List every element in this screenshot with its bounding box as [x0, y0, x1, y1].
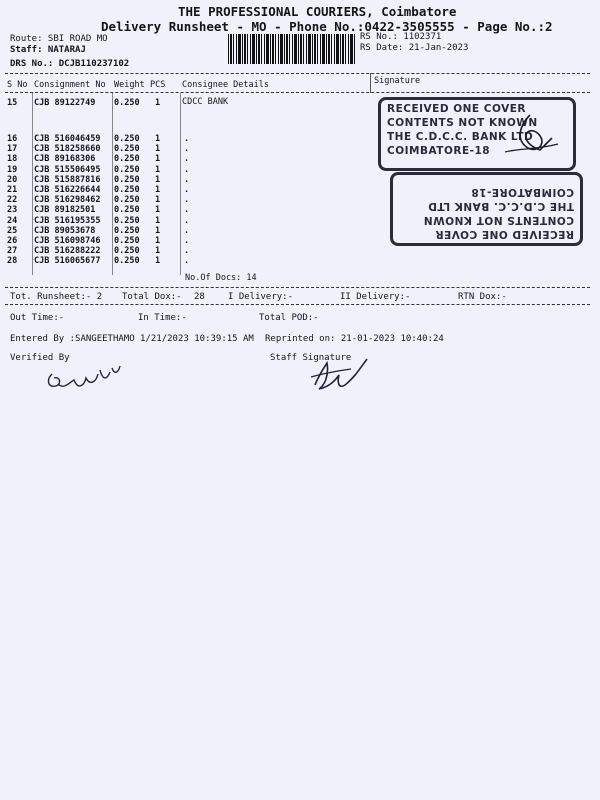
row-consignee: . — [184, 174, 190, 185]
stamp-signature — [500, 110, 560, 160]
entered-by: Entered By :SANGEETHAMO 1/21/2023 10:39:15 AM — [10, 334, 254, 344]
row-pcs: 1 — [155, 246, 161, 257]
col-signature: Signature — [374, 76, 421, 86]
row-consignment: CJB 89122749 — [34, 98, 96, 108]
staff-signature-label: Staff Signature — [270, 353, 352, 363]
staff-label: Staff: NATARAJ — [10, 45, 86, 55]
signature-divider — [370, 73, 371, 93]
row-sno: 22 — [7, 195, 18, 206]
row-consignee: . — [184, 246, 190, 257]
row-pcs: 1 — [155, 154, 161, 165]
col-line — [112, 93, 113, 275]
i-delivery: I Delivery:- — [228, 292, 294, 302]
row-consignment: CJB 516195355 — [34, 215, 101, 226]
row-weight: 0.250 — [114, 205, 140, 216]
row-consignment: CJB 516065677 — [34, 256, 101, 267]
drs-number: DRS No.: DCJB110237102 — [10, 59, 130, 69]
total-pod: Total POD:- — [259, 313, 319, 323]
row-pcs: 1 — [155, 174, 161, 185]
row-weight: 0.250 — [114, 236, 140, 246]
row-pcs: 1 — [155, 205, 161, 216]
staff-signature — [305, 355, 375, 395]
runsheet-subtitle: Delivery Runsheet - MO - Phone No.:0422-3505555 - Page No.:2 — [101, 19, 553, 34]
row-sno: 24 — [7, 215, 18, 226]
row-consignee: . — [184, 215, 190, 226]
row-pcs: 1 — [155, 195, 161, 206]
row-consignment: CJB 515506495 — [34, 164, 101, 175]
verifier-signature — [40, 360, 130, 400]
row-weight: 0.250 — [114, 185, 140, 195]
stamp-line: THE C.D.C.C. BANK LTD — [427, 200, 574, 212]
row-pcs: 1 — [155, 185, 161, 195]
stamp-line: CONTENTS NOT KNOWN — [423, 214, 574, 226]
col-pcs: PCS — [150, 80, 166, 90]
col-weight: Weight — [114, 80, 145, 90]
row-weight: 0.250 — [114, 225, 140, 236]
stamp-line: THE C.D.C.C. BANK LTD — [387, 131, 534, 143]
row-consignee: . — [184, 164, 190, 175]
tot-runsheet: Tot. Runsheet:- 2 — [10, 292, 103, 302]
row-sno: 26 — [7, 236, 18, 246]
in-time: In Time:- — [138, 313, 187, 323]
stamp-line: RECEIVED ONE COVER — [435, 228, 574, 240]
stamp-line: RECEIVED ONE COVER — [387, 103, 526, 115]
row-consignee: . — [184, 236, 190, 246]
row-pcs: 1 — [155, 225, 161, 236]
rs-number: RS No.: 1102371 — [360, 32, 442, 42]
ii-delivery: II Delivery:- — [340, 292, 411, 302]
row-sno: 21 — [7, 185, 18, 195]
reprinted-on: Reprinted on: 21-01-2023 10:40:24 — [265, 334, 444, 344]
row-consignment: CJB 515887816 — [34, 174, 101, 185]
row-sno: 25 — [7, 225, 18, 236]
row-sno: 27 — [7, 246, 18, 257]
barcode-image — [228, 34, 356, 64]
no-of-docs: No.Of Docs: 14 — [185, 273, 257, 283]
row-pcs: 1 — [155, 144, 161, 155]
row-sno: 16 — [7, 134, 18, 144]
row-consignment: CJB 516098746 — [34, 236, 101, 246]
out-time: Out Time:- — [10, 313, 65, 323]
row-weight: 0.250 — [114, 154, 140, 165]
received-stamp-inverted — [390, 172, 583, 246]
row-weight: 0.250 — [114, 144, 140, 155]
table-header-rule — [5, 92, 590, 93]
row-pcs: 1 — [155, 236, 161, 246]
row-sno: 20 — [7, 174, 18, 185]
table-bottom-rule — [5, 287, 590, 288]
company-title: THE PROFESSIONAL COURIERS, Coimbatore — [178, 4, 457, 19]
row-weight: 0.250 — [114, 215, 140, 226]
total-dox-value: 28 — [194, 292, 205, 302]
col-line — [32, 93, 33, 275]
col-line — [180, 93, 181, 275]
row-consignment: CJB 516298462 — [34, 195, 101, 206]
row-consignee: . — [184, 256, 190, 267]
col-sno: S No — [7, 80, 28, 90]
row-consignment: CJB 89182501 — [34, 205, 96, 216]
stamp-line: COIMBATORE-18 — [387, 145, 491, 157]
row-consignment: CJB 89053678 — [34, 225, 96, 236]
row-consignee: . — [184, 205, 190, 216]
row-pcs: 1 — [155, 134, 161, 144]
row-weight: 0.250 — [114, 174, 140, 185]
row-weight: 0.250 — [114, 98, 140, 108]
row-sno: 18 — [7, 154, 18, 165]
row-sno: 28 — [7, 256, 18, 267]
row-pcs: 1 — [155, 98, 161, 108]
stamp-line: COIMBATORE-18 — [470, 186, 574, 198]
row-sno: 19 — [7, 164, 18, 175]
row-consignee: CDCC BANK — [182, 97, 229, 107]
row-weight: 0.250 — [114, 256, 140, 267]
row-pcs: 1 — [155, 256, 161, 267]
row-sno: 23 — [7, 205, 18, 216]
row-consignment: CJB 516288222 — [34, 246, 101, 257]
rtn-dox: RTN Dox:- — [458, 292, 507, 302]
row-consignment: CJB 89168306 — [34, 154, 96, 165]
row-consignment: CJB 516226644 — [34, 185, 101, 195]
row-consignment: CJB 518258660 — [34, 144, 101, 155]
summary-rule — [5, 304, 590, 305]
row-consignee: . — [184, 195, 190, 206]
rs-date: RS Date: 21-Jan-2023 — [360, 43, 469, 53]
col-consignee: Consignee Details — [182, 80, 269, 90]
row-consignment: CJB 516046459 — [34, 134, 101, 144]
row-consignee: . — [184, 185, 190, 195]
row-pcs: 1 — [155, 215, 161, 226]
row-pcs: 1 — [155, 164, 161, 175]
stamp-line: CONTENTS NOT KNOWN — [387, 117, 538, 129]
route-label: Route: SBI ROAD MO — [10, 34, 108, 44]
col-consignment: Consignment No — [34, 80, 106, 90]
row-consignee: . — [184, 154, 190, 165]
row-sno: 15 — [7, 98, 18, 108]
row-weight: 0.250 — [114, 164, 140, 175]
row-weight: 0.250 — [114, 195, 140, 206]
row-weight: 0.250 — [114, 246, 140, 257]
row-consignee: . — [184, 144, 190, 155]
row-consignee: . — [184, 225, 190, 236]
verified-by: Verified By — [10, 353, 70, 363]
row-weight: 0.250 — [114, 134, 140, 144]
total-dox-label: Total Dox:- — [122, 292, 182, 302]
row-sno: 17 — [7, 144, 18, 155]
row-consignee: . — [184, 134, 190, 144]
table-top-rule — [5, 73, 590, 74]
